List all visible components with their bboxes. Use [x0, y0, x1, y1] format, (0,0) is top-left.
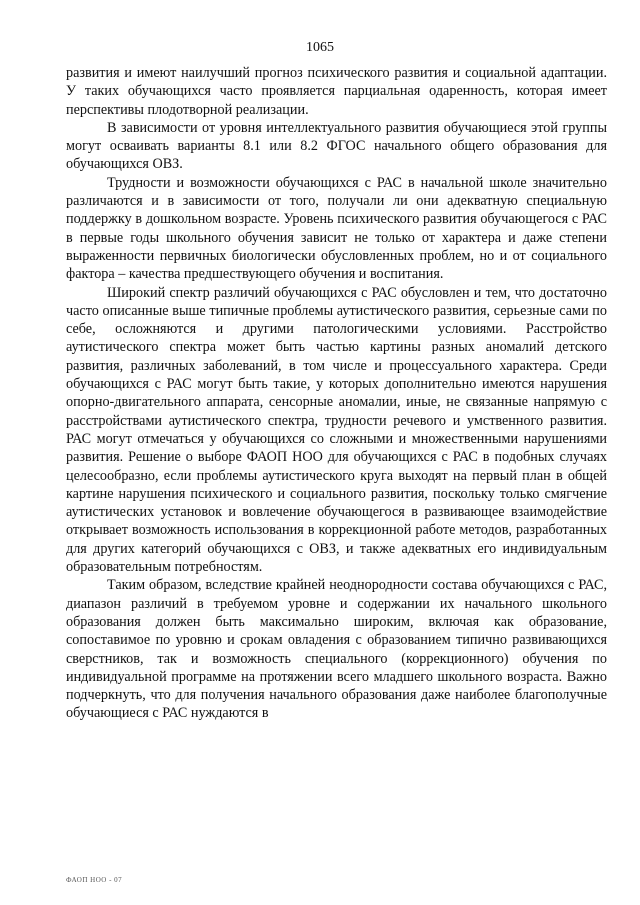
page-number: 1065 [306, 40, 334, 55]
paragraph: В зависимости от уровня интеллектуального развития обучающиеся этой группы могут осваивать варианты 8.1 или 8.2 ФГОС начального общего образования для обучающихся ОВЗ. [66, 119, 607, 173]
paragraph: Широкий спектр различий обучающихся с РАС обусловлен и тем, что достаточно часто описанные выше типичные проблемы аутистического развития, серьезные сами по себе, осложняются и другими патологическими условиями. Расстройство аутистического спектра может быть частью картины разных аномалий детского развития, различных заболеваний, в том числе и процессуального характера. Среди обучающихся с РАС могут быть такие, у которых дополнительно имеются нарушения опорно-двигательного аппарата, сенсорные аномалии, иные, не связанные напрямую с расстройствами аутистического спектра, трудности речевого и умственного развития. РАС могут отмечаться у обучающихся со сложными и множественными нарушениями развития. Решение о выборе ФАОП НОО для обучающихся с РАС в подобных случаях целесообразно, если проблемы аутистического круга выходят на первый план в общей картине нарушения психического и социального развития, поскольку только смягчение аутистических установок и вовлечение обучающегося в развивающее взаимодействие открывает возможность использования в коррекционной работе методов, разработанных для других категорий обучающихся с ОВЗ, и также адекватных его индивидуальным образовательным потребностям. [66, 284, 607, 576]
paragraph: Таким образом, вследствие крайней неоднородности состава обучающихся с РАС, диапазон различий в требуемом уровне и содержании их начального школьного образования должен быть максимально широким, включая как образование, сопоставимое по уровню и срокам овладения с образованием типично развивающихся сверстников, так и возможность специального (коррекционного) обучения по индивидуальной программе на протяжении всего младшего школьного возраста. Важно подчеркнуть, что для получения начального образования даже наиболее благополучные обучающиеся с РАС нуждаются в [66, 577, 607, 722]
paragraph: развития и имеют наилучший прогноз психического развития и социальной адаптации. У таких обучающихся часто проявляется парциальная одаренность, которая имеет перспективы плодотворной реализации. [66, 65, 607, 118]
paragraph: Трудности и возможности обучающихся с РАС в начальной школе значительно различаются и в зависимости от того, получали ли они адекватную специальную поддержку в дошкольном возрасте. Уровень психического развития обучающегося с РАС в первые годы школьного обучения зависит не только от характера и даже степени выраженности первичных биологически обусловленных проблем, но и от социального фактора – качества предшествующего обучения и воспитания. [66, 174, 607, 283]
body-text [66, 64, 607, 723]
footer-code: ФАОП НОО - 07 [66, 876, 123, 884]
